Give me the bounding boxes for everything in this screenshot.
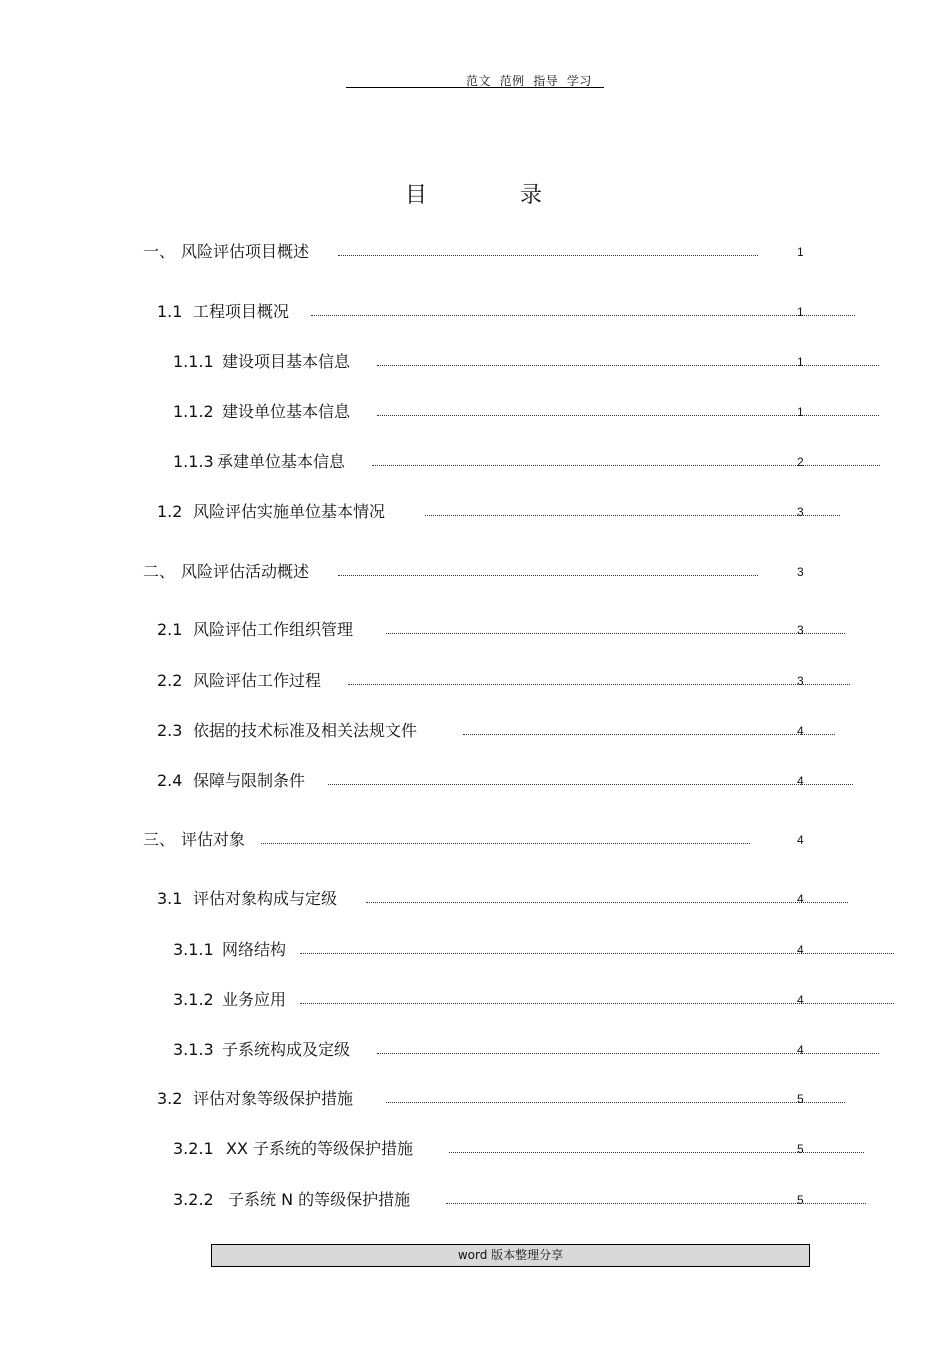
toc-label: 建设单位基本信息	[222, 402, 351, 421]
toc-entry[interactable]	[157, 887, 857, 911]
toc-page-number: 4	[797, 943, 804, 957]
toc-label: 保障与限制条件	[193, 771, 306, 790]
toc-page-number: 4	[797, 833, 804, 847]
toc-page-number: 5	[797, 1142, 804, 1156]
toc-label: 风险评估工作组织管理	[193, 620, 354, 639]
toc-leader	[348, 684, 850, 685]
toc-label: 风险评估工作过程	[193, 671, 322, 690]
toc-number: 三、	[143, 830, 176, 849]
toc-number: 1.1.3	[173, 452, 214, 471]
toc-number: 1.2	[157, 502, 183, 521]
toc-entry[interactable]	[173, 1137, 873, 1161]
toc-label: 子系统 N 的等级保护措施	[228, 1190, 411, 1209]
toc-entry[interactable]	[173, 938, 898, 962]
toc-page-number: 4	[797, 993, 804, 1007]
toc-number: 3.1.3	[173, 1040, 214, 1059]
toc-label: 风险评估实施单位基本情况	[193, 502, 386, 521]
toc-entry[interactable]	[157, 769, 857, 793]
toc-leader	[261, 843, 750, 844]
toc-page-number: 1	[797, 245, 804, 259]
toc-number: 3.2	[157, 1089, 183, 1108]
toc-page-number: 3	[797, 674, 804, 688]
toc-leader	[300, 1003, 894, 1004]
toc-page-number: 3	[797, 565, 804, 579]
toc-leader	[311, 315, 855, 316]
toc-number: 3.1.1	[173, 940, 214, 959]
toc-leader	[463, 734, 835, 735]
toc-page-number: 3	[797, 623, 804, 637]
toc-page-number: 1	[797, 305, 804, 319]
toc-number: 3.2.2	[173, 1190, 214, 1209]
toc-entry[interactable]	[143, 828, 823, 852]
toc-entry[interactable]	[173, 400, 883, 424]
toc-label: 评估对象等级保护措施	[193, 1089, 354, 1108]
toc-page-number: 2	[797, 455, 804, 469]
toc-page-number: 4	[797, 724, 804, 738]
toc-label: 风险评估项目概述	[181, 242, 310, 261]
toc-entry[interactable]	[143, 240, 823, 264]
toc-number: 1.1.1	[173, 352, 214, 371]
toc-number: 2.4	[157, 771, 183, 790]
title-char-2: 录	[520, 183, 543, 208]
toc-number: 1.1.2	[173, 402, 214, 421]
toc-number: 二、	[143, 562, 176, 581]
toc-label: 评估对象	[181, 830, 246, 849]
toc-entry[interactable]	[157, 618, 857, 642]
toc-number: 2.1	[157, 620, 183, 639]
page-footer	[211, 1244, 810, 1267]
toc-number: 3.2.1	[173, 1139, 214, 1158]
toc-label: 风险评估活动概述	[181, 562, 310, 581]
toc-label: 网络结构	[222, 940, 287, 959]
toc-entry[interactable]	[157, 1087, 857, 1111]
toc-number: 3.1.2	[173, 990, 214, 1009]
toc-page-number: 3	[797, 505, 804, 519]
toc-leader	[338, 255, 758, 256]
toc-entry[interactable]	[173, 1188, 873, 1212]
toc-page-number: 5	[797, 1092, 804, 1106]
toc-number: 1.1	[157, 302, 183, 321]
toc-entry[interactable]	[173, 350, 883, 374]
toc-entry[interactable]	[157, 719, 847, 743]
toc-number: 一、	[143, 242, 176, 261]
header-rule	[346, 87, 604, 88]
toc-page-number: 4	[797, 892, 804, 906]
toc-page-number: 1	[797, 405, 804, 419]
toc-number: 2.3	[157, 721, 183, 740]
toc-entry[interactable]	[173, 988, 898, 1012]
toc-leader	[300, 953, 894, 954]
toc-page-number: 4	[797, 1043, 804, 1057]
toc-entry[interactable]	[173, 450, 883, 474]
toc-leader	[386, 1102, 845, 1103]
toc-label: 建设项目基本信息	[222, 352, 351, 371]
toc-page-number: 1	[797, 355, 804, 369]
toc-leader	[328, 784, 853, 785]
toc-entry[interactable]	[173, 1038, 883, 1062]
footer-text: word 版本整理分享	[457, 1248, 564, 1262]
toc-label: 承建单位基本信息	[217, 452, 346, 471]
toc-leader	[386, 633, 845, 634]
toc-entry[interactable]	[143, 560, 823, 584]
toc-label: 业务应用	[222, 990, 287, 1009]
toc-leader	[338, 575, 758, 576]
toc-page-number: 5	[797, 1193, 804, 1207]
toc-number: 3.1	[157, 889, 183, 908]
toc-entry[interactable]	[157, 500, 847, 524]
toc-label: 依据的技术标准及相关法规文件	[193, 721, 418, 740]
toc-label: 子系统构成及定级	[222, 1040, 351, 1059]
toc-label: 评估对象构成与定级	[193, 889, 338, 908]
toc-number: 2.2	[157, 671, 183, 690]
toc-leader	[366, 902, 848, 903]
toc-label: XX 子系统的等级保护措施	[226, 1139, 414, 1158]
toc-page-number: 4	[797, 774, 804, 788]
toc-entry[interactable]	[157, 300, 857, 324]
toc-leader	[425, 515, 840, 516]
toc-label: 工程项目概况	[193, 302, 290, 321]
title-char-1: 目	[405, 183, 428, 208]
page-header-text: 范文 范例 指导 学习	[466, 74, 592, 88]
toc-entry[interactable]	[157, 669, 857, 693]
